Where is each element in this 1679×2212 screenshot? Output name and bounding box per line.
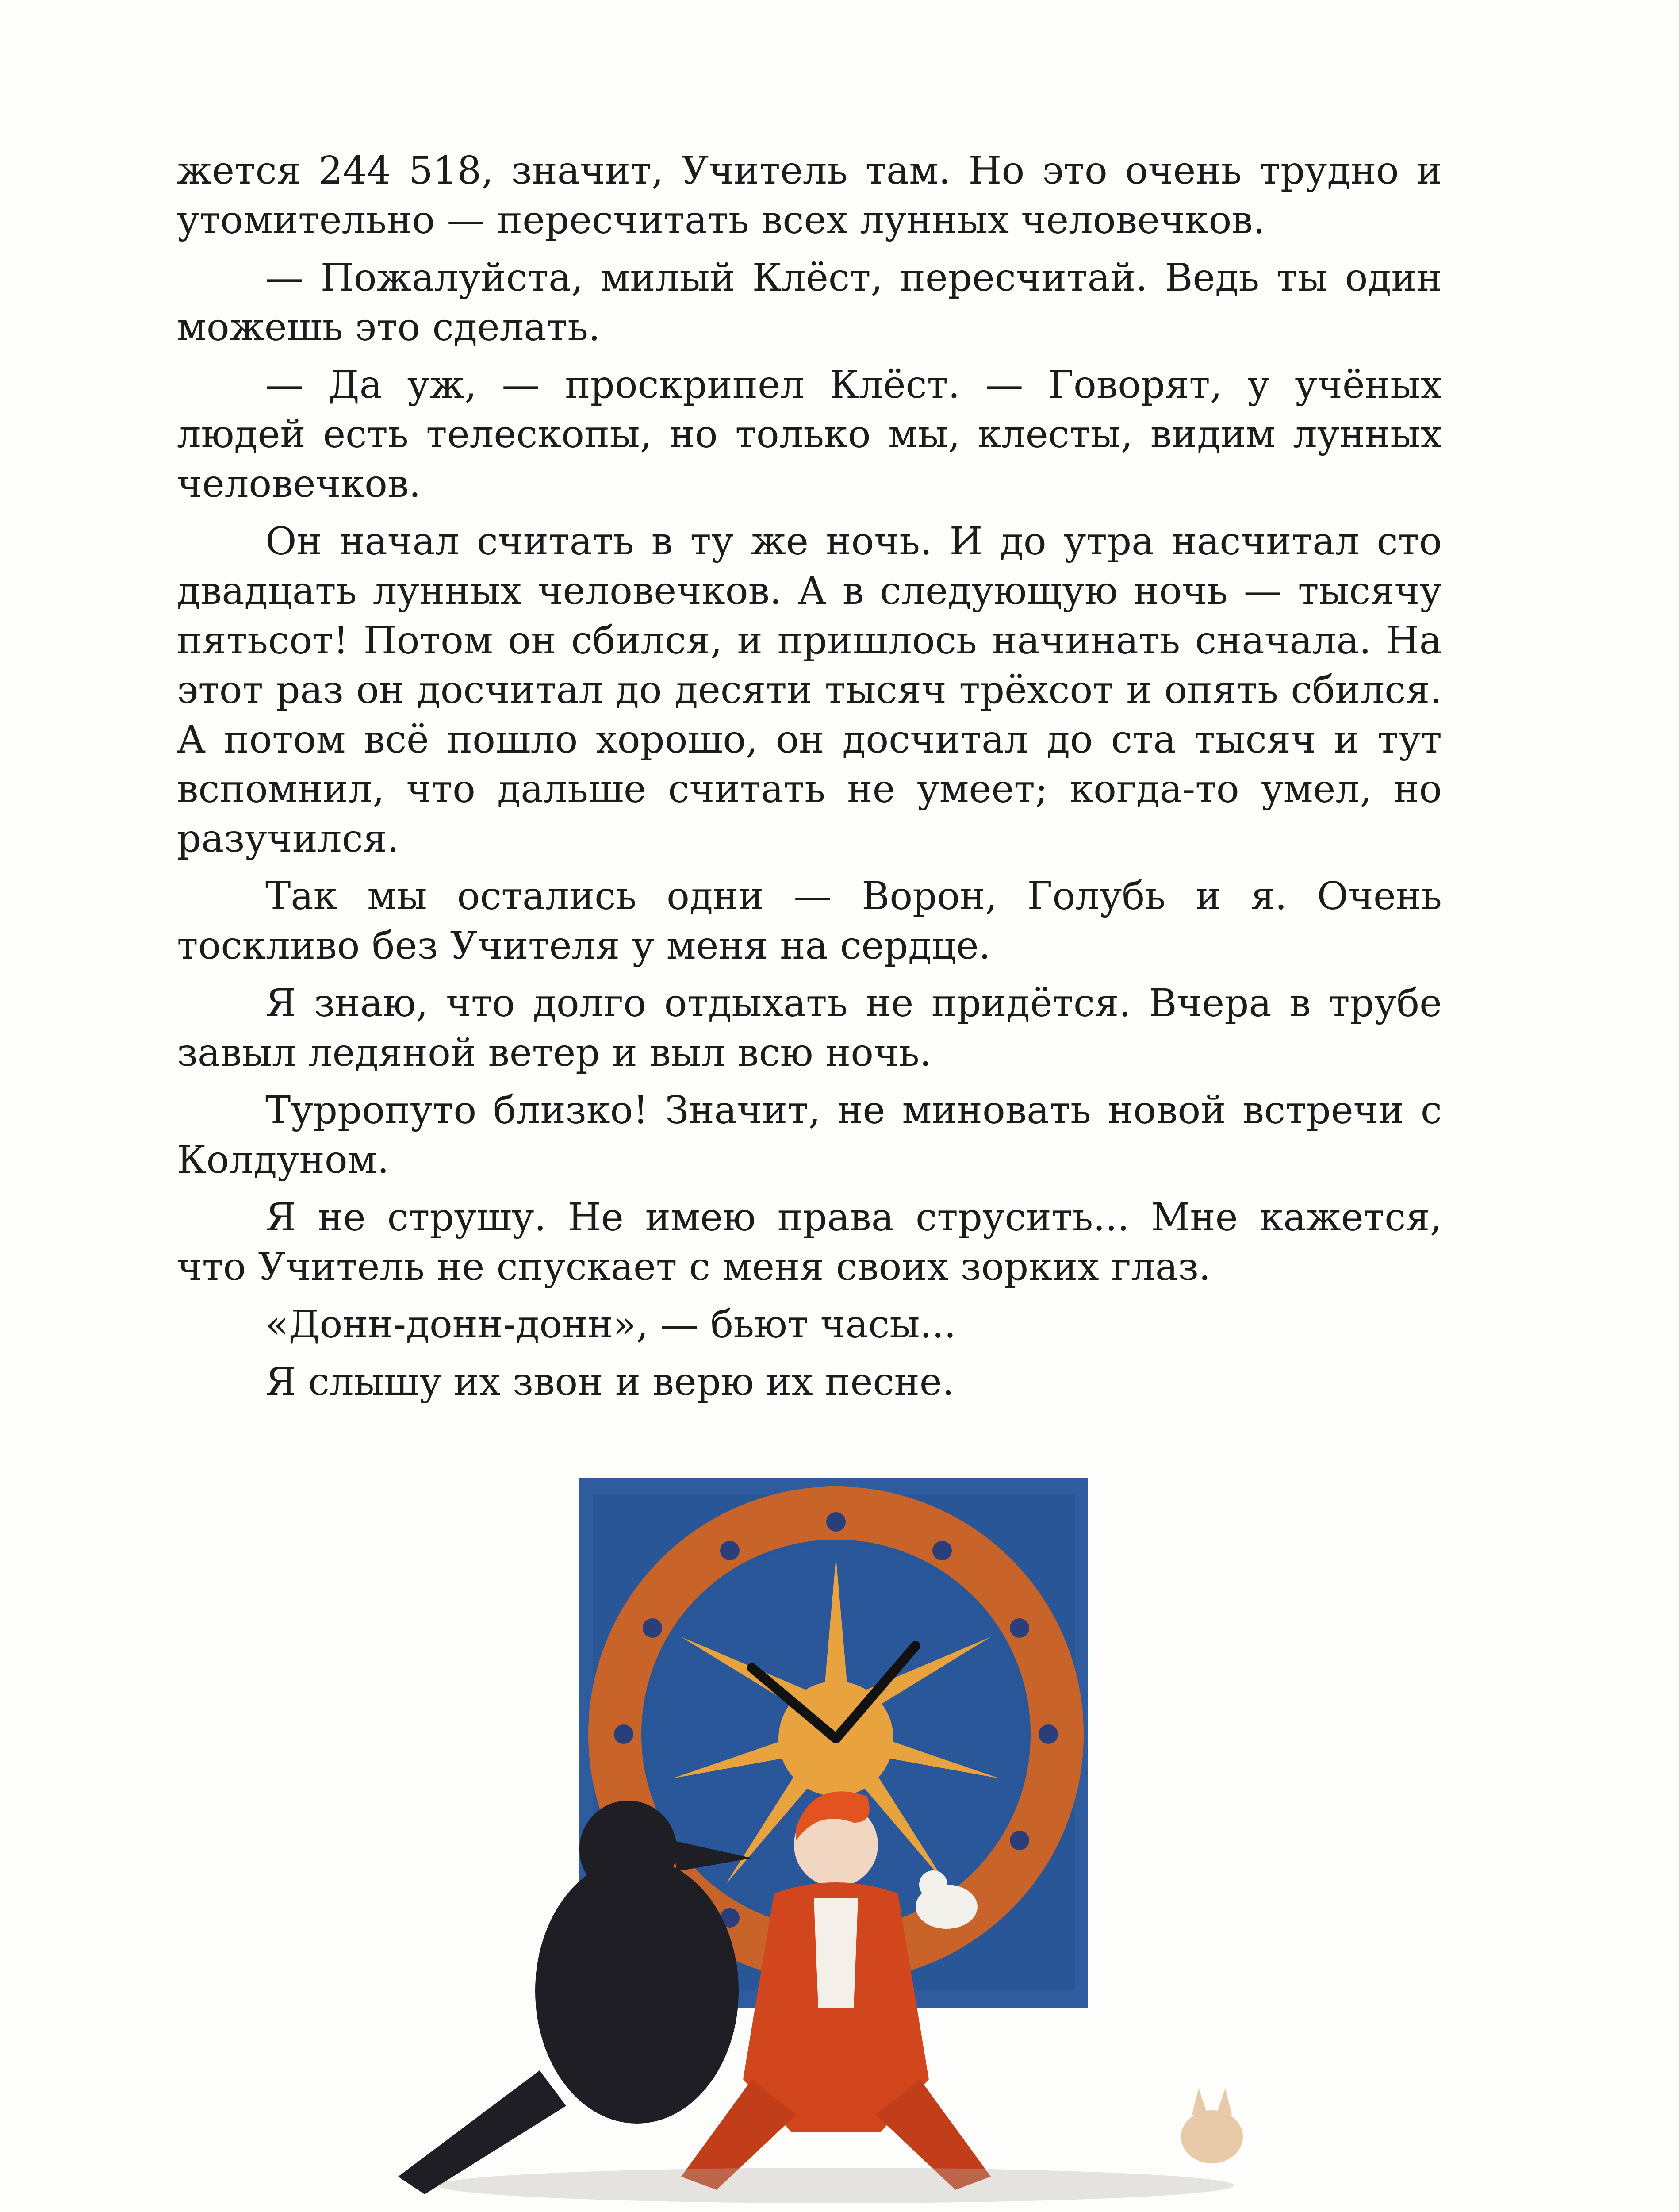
clock-illustration	[372, 1460, 1389, 2212]
illustration-svg	[372, 1460, 1389, 2212]
paragraph-10: Я слышу их звон и верю их песне.	[265, 1360, 954, 1404]
ground-shadow	[438, 2168, 1234, 2203]
paragraph-9: «Донн-донн-донн», — бьют часы...	[265, 1302, 956, 1347]
small-creature	[1181, 2088, 1243, 2163]
paragraph-7: Турропуто близко! Значит, не миновать новой встречи с Колдуном.	[177, 1088, 1442, 1182]
paragraph-5: Так мы остались одни — Ворон, Голубь и я. Очень тоскливо без Учителя у меня на сердце.	[177, 874, 1442, 968]
raven	[398, 1801, 752, 2194]
paragraph-4: Он начал считать в ту же ночь. И до утра насчитал сто двадцать лунных человечков. А в следующую ночь — тысячу пятьсот! Потом он сбился, и пришлось начинать сначала. На этот раз он досчитал до десяти тысяч трёхсот и опять сбился. А потом всё пошло хорошо, он досчитал до ста тысяч и тут вспомнил, что дальше считать не умеет; когда-то умел, но разучился.	[177, 519, 1442, 861]
paragraph-3: — Да уж, — проскрипел Клёст. — Говорят, у учёных людей есть телескопы, но только мы, клесты, видим лунных человечков.	[177, 363, 1442, 506]
page-text	[177, 146, 1442, 1415]
paragraph-2: — Пожалуйста, милый Клёст, пересчитай. Ведь ты один можешь это сделать.	[177, 256, 1442, 349]
paragraph-6: Я знаю, что долго отдыхать не придётся. Вчера в трубе завыл ледяной ветер и выл всю ночь.	[177, 981, 1442, 1075]
paragraph-8: Я не струшу. Не имею права струсить... Мне кажется, что Учитель не спускает с меня своих зорких глаз.	[177, 1195, 1442, 1289]
paragraph-1: жется 244 518, значит, Учитель там. Но это очень трудно и утомительно — пересчитать всех лунных человечков.	[177, 149, 1442, 242]
